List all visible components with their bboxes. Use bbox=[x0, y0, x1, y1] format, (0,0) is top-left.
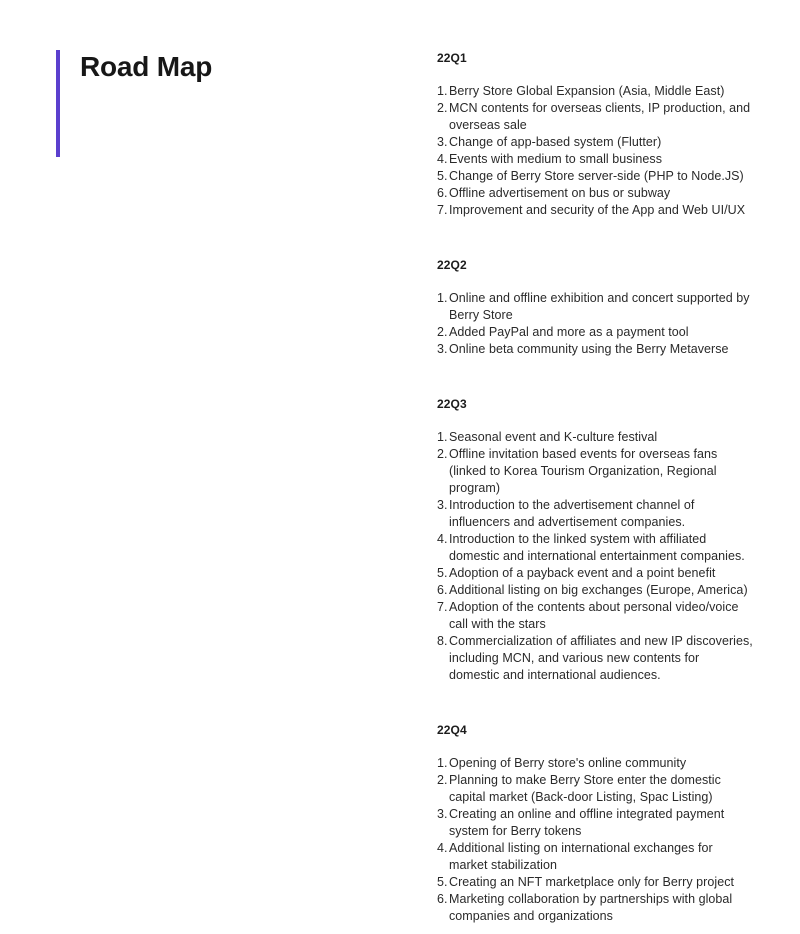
roadmap-item-number: 6. bbox=[437, 186, 448, 200]
roadmap-item bbox=[437, 290, 753, 324]
quarter-section bbox=[437, 722, 753, 925]
roadmap-item bbox=[437, 202, 753, 219]
roadmap-item-number: 8. bbox=[437, 634, 448, 648]
roadmap-item bbox=[437, 874, 753, 891]
quarter-section bbox=[437, 396, 753, 684]
roadmap-item-text: Offline invitation based events for overseas fans (linked to Korea Tourism Organization, Regional program) bbox=[449, 447, 718, 495]
roadmap-item-text: Improvement and security of the App and Web UI/UX bbox=[449, 203, 746, 217]
roadmap-item bbox=[437, 633, 753, 684]
quarter-label: 22Q4 bbox=[437, 723, 467, 737]
roadmap-item-text: Offline advertisement on bus or subway bbox=[449, 186, 671, 200]
roadmap-item-text: Change of Berry Store server-side (PHP to Node.JS) bbox=[449, 169, 744, 183]
page-title: Road Map bbox=[80, 51, 213, 82]
roadmap-item-text: Added PayPal and more as a payment tool bbox=[449, 325, 689, 339]
roadmap-item bbox=[437, 151, 753, 168]
roadmap-item-number: 7. bbox=[437, 600, 448, 614]
roadmap-item-number: 2. bbox=[437, 101, 448, 115]
roadmap-item-text: Additional listing on international exchanges for market stabilization bbox=[449, 841, 713, 872]
roadmap-item bbox=[437, 582, 753, 599]
roadmap-item bbox=[437, 185, 753, 202]
roadmap-item-number: 1. bbox=[437, 430, 448, 444]
roadmap-item-number: 1. bbox=[437, 291, 448, 305]
quarter-section bbox=[437, 257, 753, 358]
roadmap-item bbox=[437, 806, 753, 840]
roadmap-item-text: Introduction to the linked system with affiliated domestic and international entertainment companies. bbox=[449, 532, 745, 563]
roadmap-item bbox=[437, 168, 753, 185]
roadmap-item-number: 1. bbox=[437, 756, 448, 770]
quarter-item-list bbox=[437, 429, 753, 684]
roadmap-item-number: 6. bbox=[437, 583, 448, 597]
roadmap-item bbox=[437, 565, 753, 582]
roadmap-item-text: Adoption of the contents about personal video/voice call with the stars bbox=[449, 600, 739, 631]
roadmap-item-number: 3. bbox=[437, 342, 448, 356]
roadmap-item-text: Berry Store Global Expansion (Asia, Middle East) bbox=[449, 84, 725, 98]
roadmap-item bbox=[437, 755, 753, 772]
roadmap-item-number: 3. bbox=[437, 498, 448, 512]
roadmap-item-text: Additional listing on big exchanges (Europe, America) bbox=[449, 583, 748, 597]
roadmap-item-number: 4. bbox=[437, 152, 448, 166]
roadmap-item-number: 4. bbox=[437, 841, 448, 855]
roadmap-item-number: 6. bbox=[437, 892, 448, 906]
roadmap-item-number: 4. bbox=[437, 532, 448, 546]
quarter-label: 22Q3 bbox=[437, 397, 467, 411]
roadmap-item bbox=[437, 100, 753, 134]
roadmap-content bbox=[437, 50, 753, 925]
title-block bbox=[56, 50, 212, 157]
roadmap-item bbox=[437, 134, 753, 151]
roadmap-item-text: Online and offline exhibition and concert supported by Berry Store bbox=[449, 291, 750, 322]
roadmap-item-text: Adoption of a payback event and a point benefit bbox=[449, 566, 716, 580]
roadmap-item bbox=[437, 446, 753, 497]
roadmap-item-number: 5. bbox=[437, 566, 448, 580]
roadmap-item-text: Seasonal event and K-culture festival bbox=[449, 430, 658, 444]
roadmap-item-number: 7. bbox=[437, 203, 448, 217]
roadmap-item-text: MCN contents for overseas clients, IP production, and overseas sale bbox=[449, 101, 751, 132]
roadmap-item bbox=[437, 83, 753, 100]
roadmap-item-number: 3. bbox=[437, 135, 448, 149]
roadmap-item bbox=[437, 429, 753, 446]
quarter-item-list bbox=[437, 290, 753, 358]
roadmap-item-text: Events with medium to small business bbox=[449, 152, 662, 166]
roadmap-item-number: 5. bbox=[437, 169, 448, 183]
roadmap-item-text: Change of app-based system (Flutter) bbox=[449, 135, 662, 149]
roadmap-item bbox=[437, 891, 753, 925]
roadmap-item bbox=[437, 324, 753, 341]
roadmap-item-number: 5. bbox=[437, 875, 448, 889]
roadmap-item-number: 2. bbox=[437, 447, 448, 461]
roadmap-item bbox=[437, 497, 753, 531]
roadmap-item-text: Commercialization of affiliates and new IP discoveries, including MCN, and various new contents for domestic and international audiences. bbox=[449, 634, 753, 682]
roadmap-item bbox=[437, 341, 753, 358]
roadmap-item-number: 1. bbox=[437, 84, 448, 98]
roadmap-item-text: Creating an online and offline integrated payment system for Berry tokens bbox=[449, 807, 725, 838]
roadmap-item bbox=[437, 840, 753, 874]
quarter-item-list bbox=[437, 755, 753, 925]
roadmap-item bbox=[437, 772, 753, 806]
roadmap-item-text: Opening of Berry store's online community bbox=[449, 756, 687, 770]
roadmap-item-text: Planning to make Berry Store enter the domestic capital market (Back-door Listing, Spac Listing) bbox=[449, 773, 721, 804]
roadmap-item-number: 2. bbox=[437, 325, 448, 339]
roadmap-item-number: 2. bbox=[437, 773, 448, 787]
roadmap-item-text: Marketing collaboration by partnerships with global companies and organizations bbox=[449, 892, 733, 923]
roadmap-item bbox=[437, 599, 753, 633]
roadmap-item-text: Introduction to the advertisement channel of influencers and advertisement companies. bbox=[449, 498, 695, 529]
quarter-item-list bbox=[437, 83, 753, 219]
quarter-label: 22Q1 bbox=[437, 51, 467, 65]
quarter-label: 22Q2 bbox=[437, 258, 467, 272]
roadmap-item-text: Online beta community using the Berry Metaverse bbox=[449, 342, 729, 356]
quarter-section bbox=[437, 50, 753, 219]
roadmap-item-number: 3. bbox=[437, 807, 448, 821]
roadmap-item-text: Creating an NFT marketplace only for Berry project bbox=[449, 875, 735, 889]
roadmap-item bbox=[437, 531, 753, 565]
